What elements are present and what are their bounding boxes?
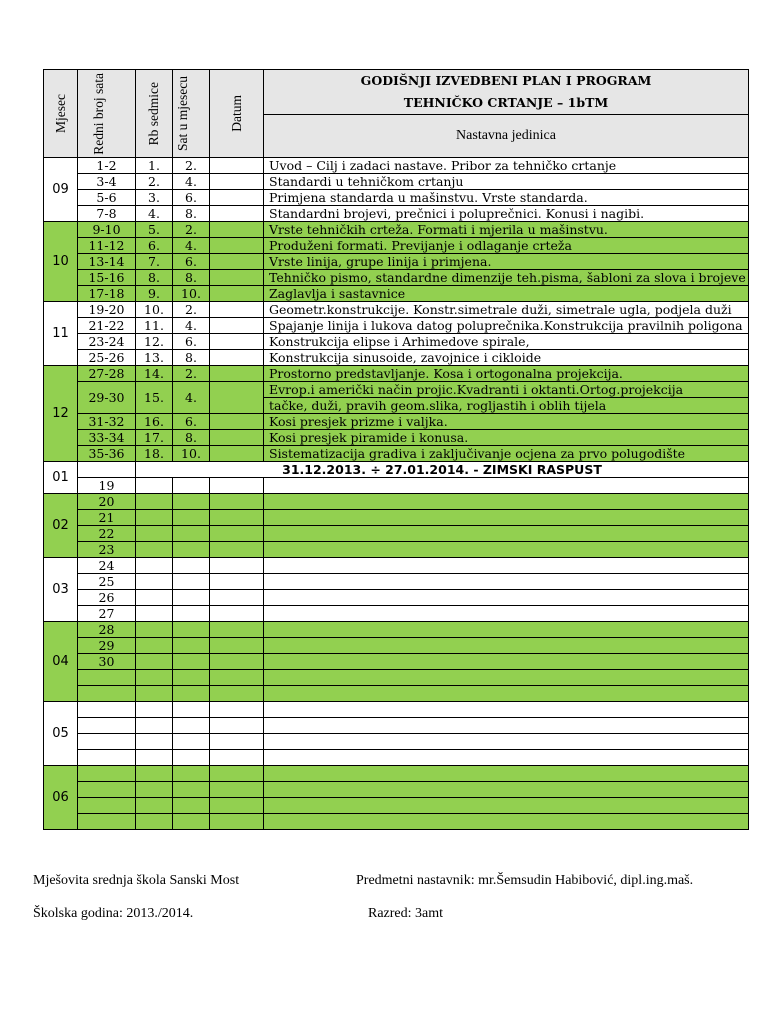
hour-in-month-cell [173,702,210,718]
date-cell [210,430,264,446]
hour-in-month-cell [173,510,210,526]
plan-table-body [44,70,749,830]
table-row [44,798,749,814]
table-row [44,734,749,750]
lesson-unit-cell [264,798,749,814]
hour-in-month-cell: 4. [173,382,210,414]
lesson-unit-cell: Konstrukcija elipse i Arhimedove spirale, [264,334,749,350]
lesson-unit-cell [264,574,749,590]
lesson-unit-cell: Kosi presjek prizme i valjka. [264,414,749,430]
lesson-unit-cell [264,606,749,622]
document-title [264,70,749,115]
month-label: 12 [44,366,78,462]
week-number-cell [136,510,173,526]
lesson-unit-cell: Tehničko pismo, standardne dimenzije teh.pisma, šabloni za slova i brojeve [264,270,749,286]
week-number-cell [136,814,173,830]
lesson-unit-cell: Prostorno predstavljanje. Kosa i ortogonalna projekcija. [264,366,749,382]
month-label: 05 [44,702,78,766]
table-row [44,526,749,542]
lesson-unit-cell: Standardni brojevi, prečnici i poluprečnici. Konusi i nagibi. [264,206,749,222]
hour-number-cell: 21 [78,510,136,526]
hour-in-month-cell [173,734,210,750]
date-cell [210,382,264,414]
hour-in-month-cell [173,670,210,686]
header-date-label: Datum [228,95,244,132]
week-number-cell [136,734,173,750]
hour-in-month-cell: 6. [173,190,210,206]
week-number-cell: 7. [136,254,173,270]
hour-in-month-cell [173,766,210,782]
hour-number-cell [78,798,136,814]
date-cell [210,238,264,254]
week-number-cell: 1. [136,158,173,174]
lesson-unit-cell [264,654,749,670]
week-number-cell: 15. [136,382,173,414]
lesson-unit-cell [264,590,749,606]
hour-number-cell: 31-32 [78,414,136,430]
lesson-unit-cell [264,782,749,798]
hour-in-month-cell [173,750,210,766]
table-row [44,686,749,702]
week-number-cell [136,702,173,718]
lesson-unit-cell-continued: tačke, duži, pravih geom.slika, rogljastih i oblih tijela [264,398,749,414]
hour-number-cell: 24 [78,558,136,574]
date-cell [210,334,264,350]
week-number-cell [136,590,173,606]
hour-number-cell: 25 [78,574,136,590]
header-hour-label: Redni broj sata [90,72,106,155]
holiday-spacer-cell [78,462,136,478]
lesson-unit-cell [264,478,749,494]
lesson-unit-cell: Uvod – Cilj i zadaci nastave. Pribor za tehničko crtanje [264,158,749,174]
hour-in-month-cell: 8. [173,206,210,222]
table-row [44,270,749,286]
date-cell [210,446,264,462]
month-label: 03 [44,558,78,622]
table-row [44,638,749,654]
month-label: 09 [44,158,78,222]
date-cell [210,782,264,798]
lesson-unit-cell [264,814,749,830]
header-week-label: Rb sedmice [146,81,161,146]
table-row [44,222,749,238]
hour-number-cell: 28 [78,622,136,638]
date-cell [210,206,264,222]
table-row [44,574,749,590]
hour-number-cell: 35-36 [78,446,136,462]
lesson-unit-cell: Vrste tehničkih crteža. Formati i mjerila u mašinstvu. [264,222,749,238]
hour-number-cell: 29 [78,638,136,654]
date-cell [210,254,264,270]
hour-number-cell: 11-12 [78,238,136,254]
week-number-cell: 16. [136,414,173,430]
hour-number-cell: 26 [78,590,136,606]
hour-in-month-cell: 6. [173,254,210,270]
date-cell [210,526,264,542]
table-row [44,622,749,638]
lesson-unit-cell: Vrste linija, grupe linija i primjena. [264,254,749,270]
date-cell [210,174,264,190]
hour-in-month-cell: 8. [173,430,210,446]
week-number-cell: 12. [136,334,173,350]
hour-number-cell [78,670,136,686]
hour-in-month-cell: 6. [173,414,210,430]
table-row [44,334,749,350]
hour-number-cell [78,750,136,766]
lesson-unit-cell [264,670,749,686]
week-number-cell [136,766,173,782]
week-number-cell [136,718,173,734]
hour-in-month-cell [173,798,210,814]
date-cell [210,654,264,670]
hour-in-month-cell: 10. [173,286,210,302]
week-number-cell [136,558,173,574]
lesson-unit-cell: Kosi presjek piramide i konusa. [264,430,749,446]
hour-in-month-cell [173,590,210,606]
table-row [44,174,749,190]
header-hour-month [173,70,210,158]
table-row [44,590,749,606]
hour-in-month-cell: 8. [173,270,210,286]
hour-number-cell [78,766,136,782]
hour-in-month-cell: 4. [173,318,210,334]
week-number-cell: 4. [136,206,173,222]
lesson-unit-cell [264,558,749,574]
lesson-unit-cell [264,718,749,734]
table-row [44,654,749,670]
hour-in-month-cell [173,718,210,734]
month-label: 04 [44,622,78,702]
hour-in-month-cell: 2. [173,158,210,174]
week-number-cell: 10. [136,302,173,318]
lesson-unit-cell [264,510,749,526]
lesson-unit-cell [264,734,749,750]
lesson-unit-cell: Evrop.i američki način projic.Kvadranti i oktanti.Ortog.projekcija [264,382,749,398]
hour-number-cell: 17-18 [78,286,136,302]
header-unit: Nastavna jedinica [264,115,749,158]
month-label: 11 [44,302,78,366]
week-number-cell [136,782,173,798]
table-row [44,670,749,686]
table-row [44,206,749,222]
date-cell [210,510,264,526]
hour-in-month-cell: 6. [173,334,210,350]
date-cell [210,718,264,734]
date-cell [210,478,264,494]
date-cell [210,670,264,686]
hour-number-cell: 27-28 [78,366,136,382]
week-number-cell: 18. [136,446,173,462]
hour-number-cell [78,718,136,734]
hour-in-month-cell [173,542,210,558]
title-line-1: GODIŠNJI IZVEDBENI PLAN I PROGRAM [360,73,652,88]
lesson-unit-cell [264,622,749,638]
lesson-unit-cell: Spajanje linija i lukova datog poluprečnika.Konstrukcija pravilnih poligona [264,318,749,334]
month-label: 02 [44,494,78,558]
footer-class: Razred: 3amt [368,906,444,921]
hour-number-cell: 19 [78,478,136,494]
date-cell [210,286,264,302]
date-cell [210,638,264,654]
month-label: 10 [44,222,78,302]
lesson-unit-cell [264,686,749,702]
holiday-row [44,462,749,478]
date-cell [210,734,264,750]
hour-in-month-cell [173,574,210,590]
table-row [44,366,749,382]
table-row [44,718,749,734]
table-row [44,782,749,798]
week-number-cell [136,670,173,686]
table-row [44,750,749,766]
hour-in-month-cell [173,782,210,798]
date-cell [210,558,264,574]
week-number-cell: 11. [136,318,173,334]
date-cell [210,158,264,174]
date-cell [210,798,264,814]
lesson-unit-cell: Sistematizacija gradiva i zaključivanje ocjena za prvo polugodište [264,446,749,462]
week-number-cell: 3. [136,190,173,206]
footer-teacher: Predmetni nastavnik: mr.Šemsudin Habibović, dipl.ing.maš. [356,873,694,888]
plan-table [43,69,749,830]
table-row [44,318,749,334]
hour-in-month-cell [173,478,210,494]
lesson-unit-cell [264,542,749,558]
date-cell [210,542,264,558]
week-number-cell [136,574,173,590]
hour-number-cell: 7-8 [78,206,136,222]
week-number-cell [136,542,173,558]
table-row [44,542,749,558]
header-date [210,70,264,158]
table-row [44,286,749,302]
week-number-cell [136,750,173,766]
lesson-unit-cell [264,750,749,766]
table-row [44,350,749,366]
hour-number-cell: 13-14 [78,254,136,270]
week-number-cell: 17. [136,430,173,446]
hour-number-cell: 5-6 [78,190,136,206]
table-row [44,254,749,270]
date-cell [210,622,264,638]
table-row [44,414,749,430]
table-row [44,430,749,446]
hour-number-cell: 22 [78,526,136,542]
table-row [44,478,749,494]
date-cell [210,494,264,510]
header-week [136,70,173,158]
title-line-2: TEHNIČKO CRTANJE – 1bTM [403,95,609,110]
table-row [44,302,749,318]
week-number-cell [136,478,173,494]
date-cell [210,190,264,206]
lesson-unit-cell [264,494,749,510]
hour-number-cell: 3-4 [78,174,136,190]
hour-in-month-cell [173,494,210,510]
hour-number-cell [78,814,136,830]
table-row [44,446,749,462]
lesson-unit-cell: Standardi u tehničkom crtanju [264,174,749,190]
month-label: 01 [44,462,78,494]
hour-in-month-cell [173,558,210,574]
date-cell [210,750,264,766]
hour-number-cell [78,734,136,750]
month-label: 06 [44,766,78,830]
holiday-banner: 31.12.2013. ÷ 27.01.2014. - ZIMSKI RASPUST [136,462,749,478]
week-number-cell [136,606,173,622]
hour-number-cell: 15-16 [78,270,136,286]
header-month [44,70,78,158]
week-number-cell [136,654,173,670]
lesson-unit-cell: Zaglavlja i sastavnice [264,286,749,302]
header-hour [78,70,136,158]
week-number-cell: 2. [136,174,173,190]
header-hour-month-label: Sat u mjesecu [175,76,190,151]
hour-in-month-cell [173,654,210,670]
hour-number-cell: 25-26 [78,350,136,366]
footer-year: Školska godina: 2013./2014. [33,906,194,921]
table-row [44,382,749,398]
date-cell [210,590,264,606]
footer-school: Mješovita srednja škola Sanski Most [33,873,240,888]
hour-number-cell: 20 [78,494,136,510]
lesson-unit-cell: Produženi formati. Previjanje i odlaganje crteža [264,238,749,254]
lesson-unit-cell: Geometr.konstrukcije. Konstr.simetrale duži, simetrale ugla, podjela duži [264,302,749,318]
hour-number-cell [78,686,136,702]
week-number-cell: 8. [136,270,173,286]
hour-in-month-cell: 2. [173,302,210,318]
hour-in-month-cell [173,638,210,654]
date-cell [210,414,264,430]
date-cell [210,702,264,718]
date-cell [210,222,264,238]
hour-number-cell: 19-20 [78,302,136,318]
header-month-label: Mjesec [52,94,68,133]
date-cell [210,318,264,334]
hour-in-month-cell: 4. [173,174,210,190]
lesson-unit-cell [264,526,749,542]
week-number-cell [136,686,173,702]
week-number-cell: 14. [136,366,173,382]
hour-in-month-cell: 2. [173,222,210,238]
hour-in-month-cell [173,622,210,638]
week-number-cell: 6. [136,238,173,254]
date-cell [210,366,264,382]
hour-in-month-cell: 4. [173,238,210,254]
date-cell [210,574,264,590]
hour-number-cell: 33-34 [78,430,136,446]
date-cell [210,814,264,830]
hour-number-cell: 23-24 [78,334,136,350]
week-number-cell: 5. [136,222,173,238]
date-cell [210,766,264,782]
date-cell [210,606,264,622]
table-row [44,190,749,206]
week-number-cell [136,622,173,638]
week-number-cell [136,494,173,510]
hour-number-cell: 29-30 [78,382,136,414]
hour-number-cell [78,702,136,718]
table-row [44,702,749,718]
hour-number-cell [78,782,136,798]
date-cell [210,302,264,318]
table-row [44,558,749,574]
lesson-unit-cell [264,702,749,718]
lesson-unit-cell [264,638,749,654]
hour-in-month-cell [173,814,210,830]
week-number-cell [136,638,173,654]
hour-in-month-cell [173,686,210,702]
table-row [44,238,749,254]
hour-number-cell: 27 [78,606,136,622]
hour-in-month-cell [173,526,210,542]
lesson-unit-cell [264,766,749,782]
table-row [44,494,749,510]
hour-in-month-cell [173,606,210,622]
week-number-cell [136,526,173,542]
hour-number-cell: 30 [78,654,136,670]
week-number-cell [136,798,173,814]
table-row [44,158,749,174]
hour-number-cell: 1-2 [78,158,136,174]
table-row [44,606,749,622]
hour-in-month-cell: 10. [173,446,210,462]
lesson-unit-cell: Primjena standarda u mašinstvu. Vrste standarda. [264,190,749,206]
table-row [44,766,749,782]
week-number-cell: 13. [136,350,173,366]
lesson-unit-cell: Konstrukcija sinusoide, zavojnice i cikloide [264,350,749,366]
hour-number-cell: 9-10 [78,222,136,238]
hour-in-month-cell: 2. [173,366,210,382]
header-row [44,70,749,115]
date-cell [210,686,264,702]
hour-in-month-cell: 8. [173,350,210,366]
table-row [44,510,749,526]
table-row [44,814,749,830]
week-number-cell: 9. [136,286,173,302]
date-cell [210,270,264,286]
hour-number-cell: 21-22 [78,318,136,334]
hour-number-cell: 23 [78,542,136,558]
date-cell [210,350,264,366]
